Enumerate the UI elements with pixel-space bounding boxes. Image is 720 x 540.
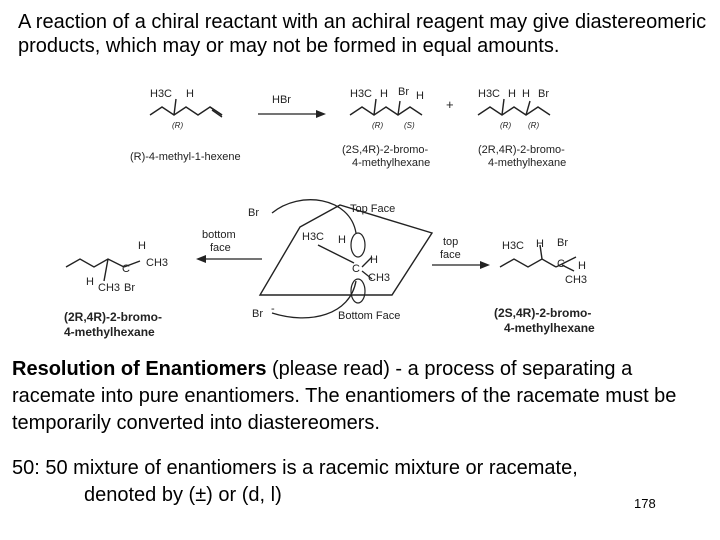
racemate-line2: denoted by (±) or (d, l) (84, 484, 282, 506)
cation-h2: H (370, 254, 378, 266)
product1-br: Br (398, 86, 409, 98)
reactant-h3c: H3C (150, 88, 173, 100)
bottom-face-label: Bottom Face (338, 310, 401, 322)
product2-h2: H (522, 88, 530, 100)
left-product-line1: (2R,4R)-2-bromo- (64, 310, 162, 324)
cation-h3c: H3C (302, 231, 325, 243)
bottom-face-arrow (196, 255, 262, 263)
plus-sign: + (446, 97, 454, 112)
product1-r: (R) (372, 121, 384, 130)
page-number: 178 (634, 496, 656, 511)
right-c: C (557, 258, 565, 270)
product1-h: H (380, 88, 388, 100)
left-ch3: CH3 (146, 257, 169, 269)
cation-ch3: CH3 (368, 272, 391, 284)
intro-paragraph: A reaction of a chiral reactant with an achiral reagent may give diastereomeric products, which may or may not be formed in equal amounts. (18, 11, 707, 57)
reaction-figure (0, 85, 720, 340)
bottom-face-arrow-line2: face (210, 242, 231, 254)
left-ch3-2: CH3 (98, 282, 121, 294)
right-h2: H (578, 260, 586, 272)
reactant-structure (150, 99, 222, 117)
cation-h: H (338, 234, 346, 246)
reactant-h: H (186, 88, 194, 100)
top-attack-arrow (272, 200, 356, 233)
product2-h: H (508, 88, 516, 100)
carbocation-plane (260, 205, 432, 295)
resolution-paragraph (12, 356, 712, 437)
racemate-paragraph (12, 455, 712, 509)
product1-s: (S) (404, 121, 415, 130)
left-h: H (138, 240, 146, 252)
reactant-r: (R) (172, 121, 184, 130)
right-product-line1: (2S,4R)-2-bromo- (494, 306, 592, 320)
br-top: Br (248, 207, 259, 219)
product2-br: Br (538, 88, 549, 100)
bottom-face-arrow-line1: bottom (202, 229, 236, 241)
product2-h3c: H3C (478, 88, 501, 100)
svg-text:-: - (271, 303, 275, 315)
p-orbital-top (351, 233, 365, 257)
left-product-line2: 4-methylhexane (64, 325, 155, 339)
top-face-arrow (432, 261, 490, 269)
product2-r: (R) (500, 121, 512, 130)
cation-c: C (352, 263, 360, 275)
product2-structure (478, 99, 550, 115)
right-h3c: H3C (502, 240, 525, 252)
product1-h2: H (416, 90, 424, 102)
product2-r2: (R) (528, 121, 540, 130)
product1-label-line2: 4-methylhexane (352, 157, 431, 169)
reaction-arrow (258, 110, 326, 118)
resolution-title: Resolution of Enantiomers (12, 358, 267, 380)
product2-label-line2: 4-methylhexane (488, 157, 567, 169)
right-product-line2: 4-methylhexane (504, 321, 595, 335)
top-face-label: Top Face (350, 203, 396, 215)
resolution-text: (please read) - a process of separating a racemate into pure enantiomers. The enantiomers of the racemate must be temporarily converted into diastereomers. (12, 358, 677, 434)
right-ch3: CH3 (565, 274, 588, 286)
product1-structure (350, 99, 422, 115)
reagent-hbr: HBr (272, 94, 291, 106)
br-bottom: Br (252, 308, 263, 320)
right-h: H (536, 238, 544, 250)
left-c: C (122, 263, 130, 275)
left-h2: H (86, 276, 94, 288)
left-br: Br (124, 282, 135, 294)
product1-label-line1: (2S,4R)-2-bromo- (342, 144, 429, 156)
product1-h3c: H3C (350, 88, 373, 100)
top-face-arrow-line2: face (440, 249, 461, 261)
reactant-label: (R)-4-methyl-1-hexene (130, 151, 241, 163)
racemate-line1: 50: 50 mixture of enantiomers is a racemic mixture or racemate, (12, 457, 578, 479)
right-br: Br (557, 237, 568, 249)
top-face-arrow-line1: top (443, 236, 459, 248)
product2-label-line1: (2R,4R)-2-bromo- (478, 144, 565, 156)
